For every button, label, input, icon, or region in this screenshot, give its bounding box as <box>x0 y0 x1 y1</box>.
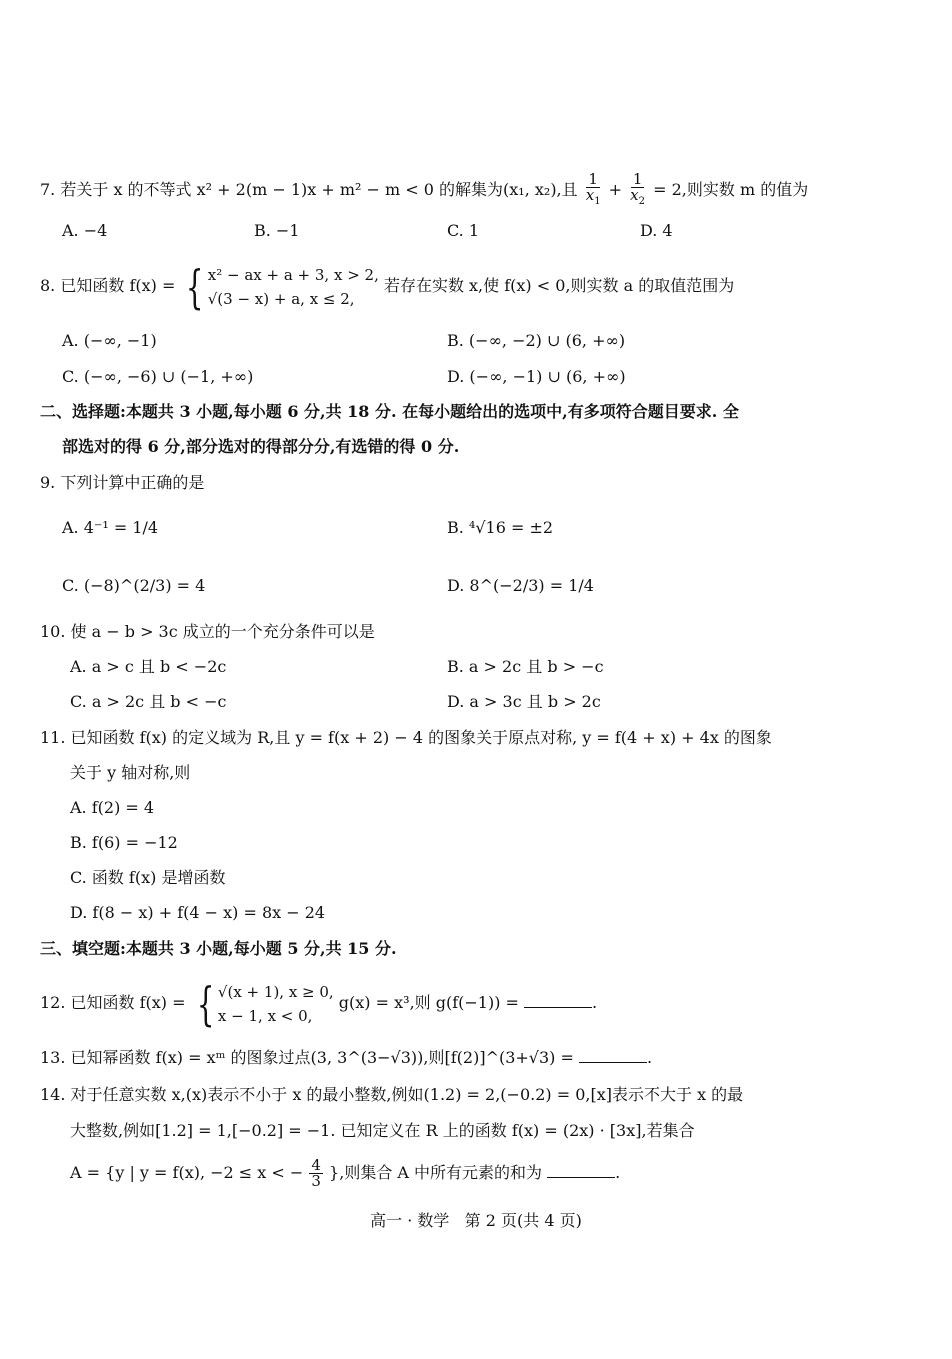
q7-option-a: A. −4 <box>62 221 108 240</box>
q11-stem-cont: 关于 y 轴对称,则 <box>70 763 191 782</box>
q7-stem-start: 7. 若关于 x 的不等式 x² + 2(m − 1)x + m² − m < 0 的解集为(x₁, x₂),且 <box>40 180 578 199</box>
q11-stem: 11. 已知函数 f(x) 的定义域为 R,且 y = f(x + 2) − 4 的图象关于原点对称, y = f(4 + x) + 4x 的图象 <box>40 728 772 747</box>
q14-set-start: A = {y | y = f(x), −2 ≤ x < − <box>70 1163 304 1182</box>
q13-period: . <box>647 1048 653 1067</box>
q7-stem: 7. 若关于 x 的不等式 x² + 2(m − 1)x + m² − m < 0 的解集为(x₁, x₂),且 $\frac{1}{x_1}$ + $\frac{1}{x_2}$ = 2,则实数 m 的值为 <box>40 170 809 207</box>
q11-option-a: A. f(2) = 4 <box>70 798 155 817</box>
q12-stem <box>40 975 597 1031</box>
q10-option-b: B. a > 2c 且 b > −c <box>447 657 604 676</box>
q11-option-d: D. f(8 − x) + f(4 − x) = 8x − 24 <box>70 903 326 922</box>
q8-case-2: √(3 − x) + a, x ≤ 2, <box>207 289 355 308</box>
q12-stem-start: 12. 已知函数 f(x) = <box>40 993 186 1012</box>
q11-option-c: C. 函数 f(x) 是增函数 <box>70 868 226 887</box>
q14-answer-blank[interactable] <box>547 1163 615 1178</box>
q8-stem-end: 若存在实数 x,使 f(x) < 0,则实数 a 的取值范围为 <box>383 276 735 295</box>
q8-option-a: A. (−∞, −1) <box>62 331 157 350</box>
left-brace-icon: { <box>186 259 204 314</box>
q14-stem-set <box>70 1158 620 1189</box>
section2-heading: 二、选择题:本题共 3 小题,每小题 6 分,共 18 分. 在每小题给出的选项中,有多项符合题目要求. 全 <box>40 402 739 421</box>
q8-option-b: B. (−∞, −2) ∪ (6, +∞) <box>447 331 626 350</box>
q8-option-c: C. (−∞, −6) ∪ (−1, +∞) <box>62 367 254 386</box>
q9-option-d: D. 8^(−2/3) = 1/4 <box>447 576 594 595</box>
q7-option-d: D. 4 <box>640 221 673 240</box>
q7-stem-end: = 2,则实数 m 的值为 <box>653 180 809 199</box>
q13-stem-text: 13. 已知幂函数 f(x) = xᵐ 的图象过点(3, 3^(3−√3)),则[f(2)]^(3+√3) = <box>40 1048 574 1067</box>
q11-option-b: B. f(6) = −12 <box>70 833 178 852</box>
q8-stem <box>40 258 734 314</box>
q14-set-end: },则集合 A 中所有元素的和为 <box>329 1163 543 1182</box>
left-brace-icon: { <box>196 976 215 1031</box>
q7-option-c: C. 1 <box>447 221 480 240</box>
q10-stem: 10. 使 a − b > 3c 成立的一个充分条件可以是 <box>40 622 375 641</box>
q12-case-1: √(x + 1), x ≥ 0, <box>217 982 334 1001</box>
q9-option-a: A. 4⁻¹ = 1/4 <box>62 518 159 537</box>
q9-stem: 9. 下列计算中正确的是 <box>40 473 205 492</box>
q14-stem: 14. 对于任意实数 x,(x)表示不小于 x 的最小整数,例如(1.2) = 2,(−0.2) = 0,[x]表示不大于 x 的最 <box>40 1085 744 1104</box>
q10-option-a: A. a > c 且 b < −2c <box>70 657 227 676</box>
q7-option-b: B. −1 <box>254 221 300 240</box>
q8-option-d: D. (−∞, −1) ∪ (6, +∞) <box>447 367 626 386</box>
q12-answer-blank[interactable] <box>524 993 592 1008</box>
q12-period: . <box>592 993 598 1012</box>
q10-option-d: D. a > 3c 且 b > 2c <box>447 692 601 711</box>
q13-answer-blank[interactable] <box>579 1048 647 1063</box>
page-footer: 高一 · 数学 第 2 页(共 4 页) <box>370 1211 582 1230</box>
section2-heading-cont: 部选对的得 6 分,部分选对的得部分分,有选错的得 0 分. <box>62 437 460 456</box>
q8-case-1: x² − ax + a + 3, x > 2, <box>207 265 379 284</box>
q14-period: . <box>615 1163 621 1182</box>
q8-piecewise <box>180 259 379 314</box>
q12-case-2: x − 1, x < 0, <box>217 1006 313 1025</box>
q7-fraction-2: $\frac{1}{x_2}$ <box>630 170 646 207</box>
q14-fraction: $\frac{4}{3}$ <box>311 1156 321 1190</box>
q12-piecewise <box>191 976 334 1031</box>
q12-stem-end: g(x) = x³,则 g(f(−1)) = <box>338 993 519 1012</box>
q9-option-b: B. ⁴√16 = ±2 <box>447 518 554 537</box>
q9-option-c: C. (−8)^(2/3) = 4 <box>62 576 206 595</box>
section3-heading: 三、填空题:本题共 3 小题,每小题 5 分,共 15 分. <box>40 939 397 958</box>
q8-stem-start: 8. 已知函数 f(x) = <box>40 276 176 295</box>
q7-fraction-1: $\frac{1}{x_1}$ <box>585 170 601 207</box>
q10-option-c: C. a > 2c 且 b < −c <box>70 692 227 711</box>
q14-stem-cont: 大整数,例如[1.2] = 1,[−0.2] = −1. 已知定义在 R 上的函数 f(x) = (2x) · [3x],若集合 <box>70 1121 695 1140</box>
q13-stem <box>40 1047 652 1069</box>
